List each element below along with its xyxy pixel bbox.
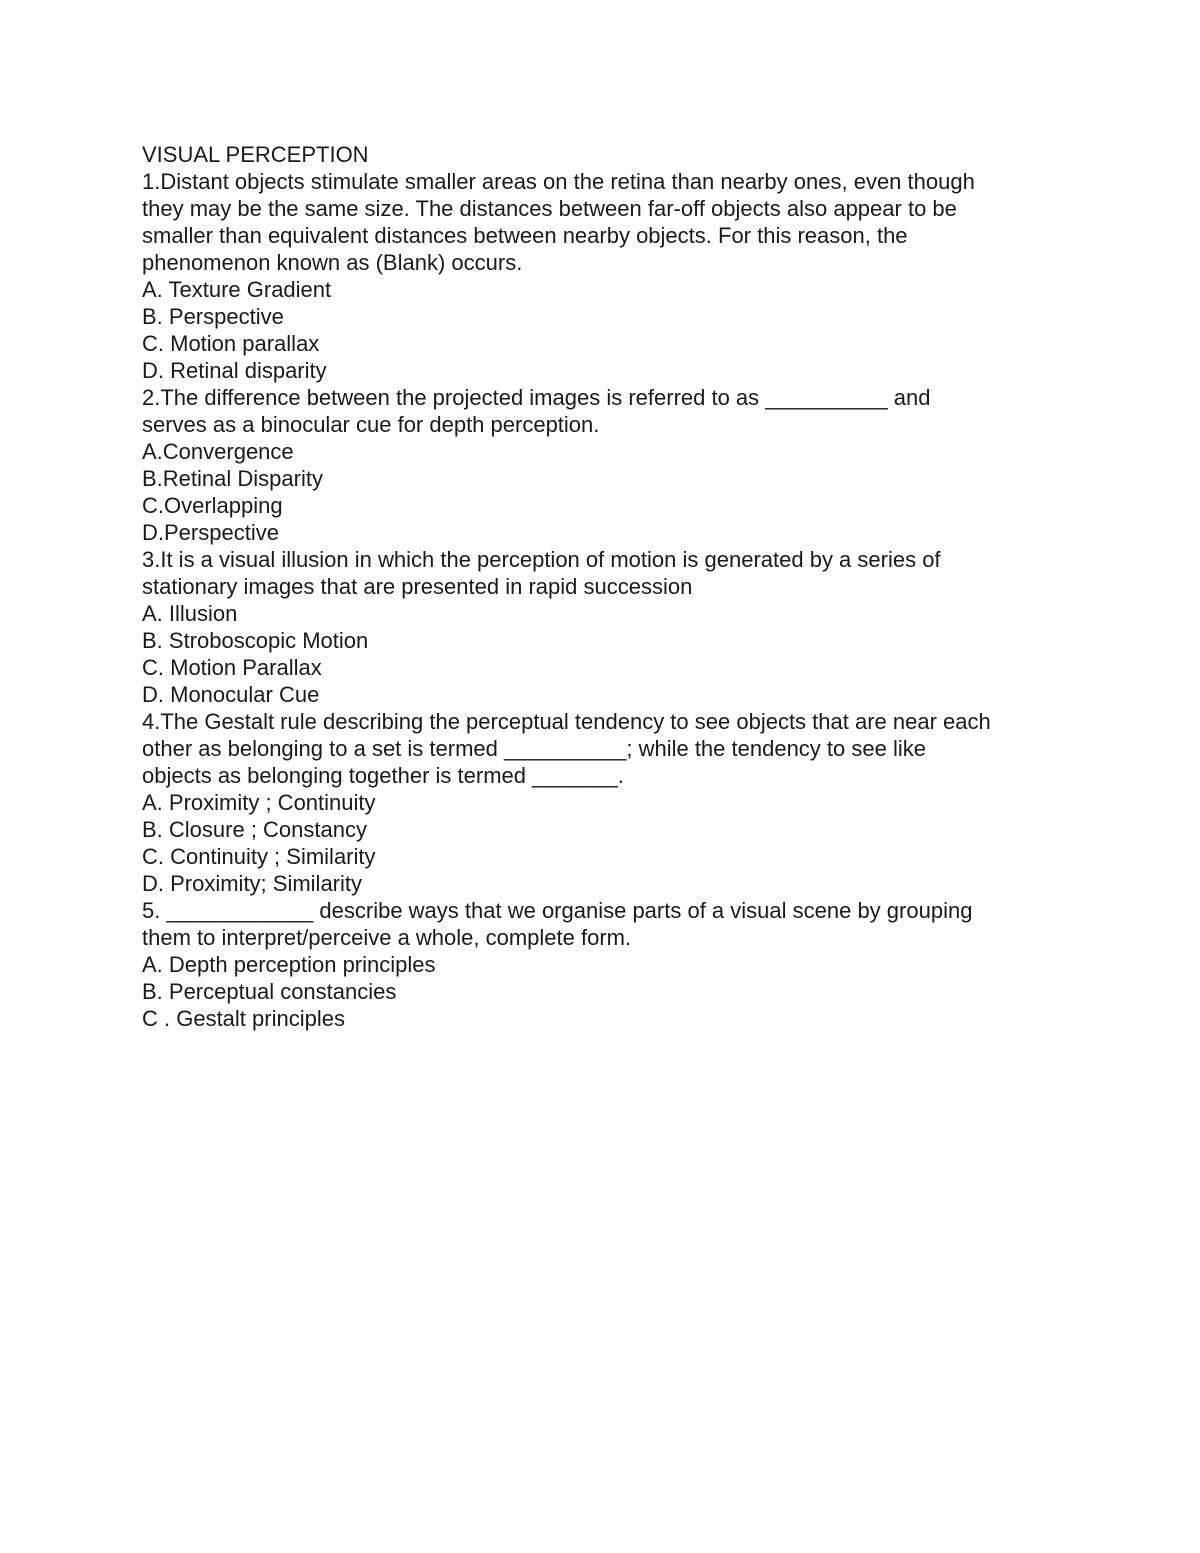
question-5-option-a: A. Depth perception principles [142,952,436,977]
document-content [142,141,1062,1032]
question-4-stem-line: other as belonging to a set is termed __________; while the tendency to see like [142,736,926,761]
question-4 [142,708,1062,897]
question-3-option-c: C. Motion Parallax [142,655,322,680]
question-3-stem-line: 3.It is a visual illusion in which the perception of motion is generated by a series of [142,547,941,572]
question-2-stem-line: 2.The difference between the projected images is referred to as __________ and [142,385,931,410]
question-3 [142,546,1062,708]
question-2-option-d: D.Perspective [142,520,279,545]
question-3-option-b: B. Stroboscopic Motion [142,628,369,653]
question-4-option-a: A. Proximity ; Continuity [142,790,376,815]
question-2-stem-line: serves as a binocular cue for depth perception. [142,412,600,437]
question-1-option-b: B. Perspective [142,304,284,329]
question-5-option-c: C . Gestalt principles [142,1006,345,1031]
question-3-option-d: D. Monocular Cue [142,682,320,707]
question-1-option-c: C. Motion parallax [142,331,320,356]
question-4-option-c: C. Continuity ; Similarity [142,844,376,869]
question-2 [142,384,1062,546]
question-5-option-b: B. Perceptual constancies [142,979,397,1004]
question-5-stem-line: them to interpret/perceive a whole, complete form. [142,925,632,950]
question-1-option-a: A. Texture Gradient [142,277,332,302]
question-1-stem-line: smaller than equivalent distances between nearby objects. For this reason, the [142,223,908,248]
question-1-stem-line: 1.Distant objects stimulate smaller areas on the retina than nearby ones, even though [142,169,975,194]
question-1 [142,168,1062,384]
question-3-option-a: A. Illusion [142,601,238,626]
document-title: VISUAL PERCEPTION [142,142,369,167]
question-1-stem-line: phenomenon known as (Blank) occurs. [142,250,523,275]
question-5-stem-line: 5. ____________ describe ways that we organise parts of a visual scene by grouping [142,898,973,923]
question-1-stem-line: they may be the same size. The distances between far-off objects also appear to be [142,196,957,221]
question-4-stem-line: 4.The Gestalt rule describing the perceptual tendency to see objects that are near each [142,709,991,734]
question-3-stem-line: stationary images that are presented in rapid succession [142,574,693,599]
question-4-stem-line: objects as belonging together is termed _______. [142,763,624,788]
question-2-option-b: B.Retinal Disparity [142,466,323,491]
question-4-option-d: D. Proximity; Similarity [142,871,363,896]
question-4-option-b: B. Closure ; Constancy [142,817,367,842]
question-2-option-a: A.Convergence [142,439,294,464]
question-2-option-c: C.Overlapping [142,493,283,518]
question-1-option-d: D. Retinal disparity [142,358,327,383]
question-5 [142,897,1062,1032]
